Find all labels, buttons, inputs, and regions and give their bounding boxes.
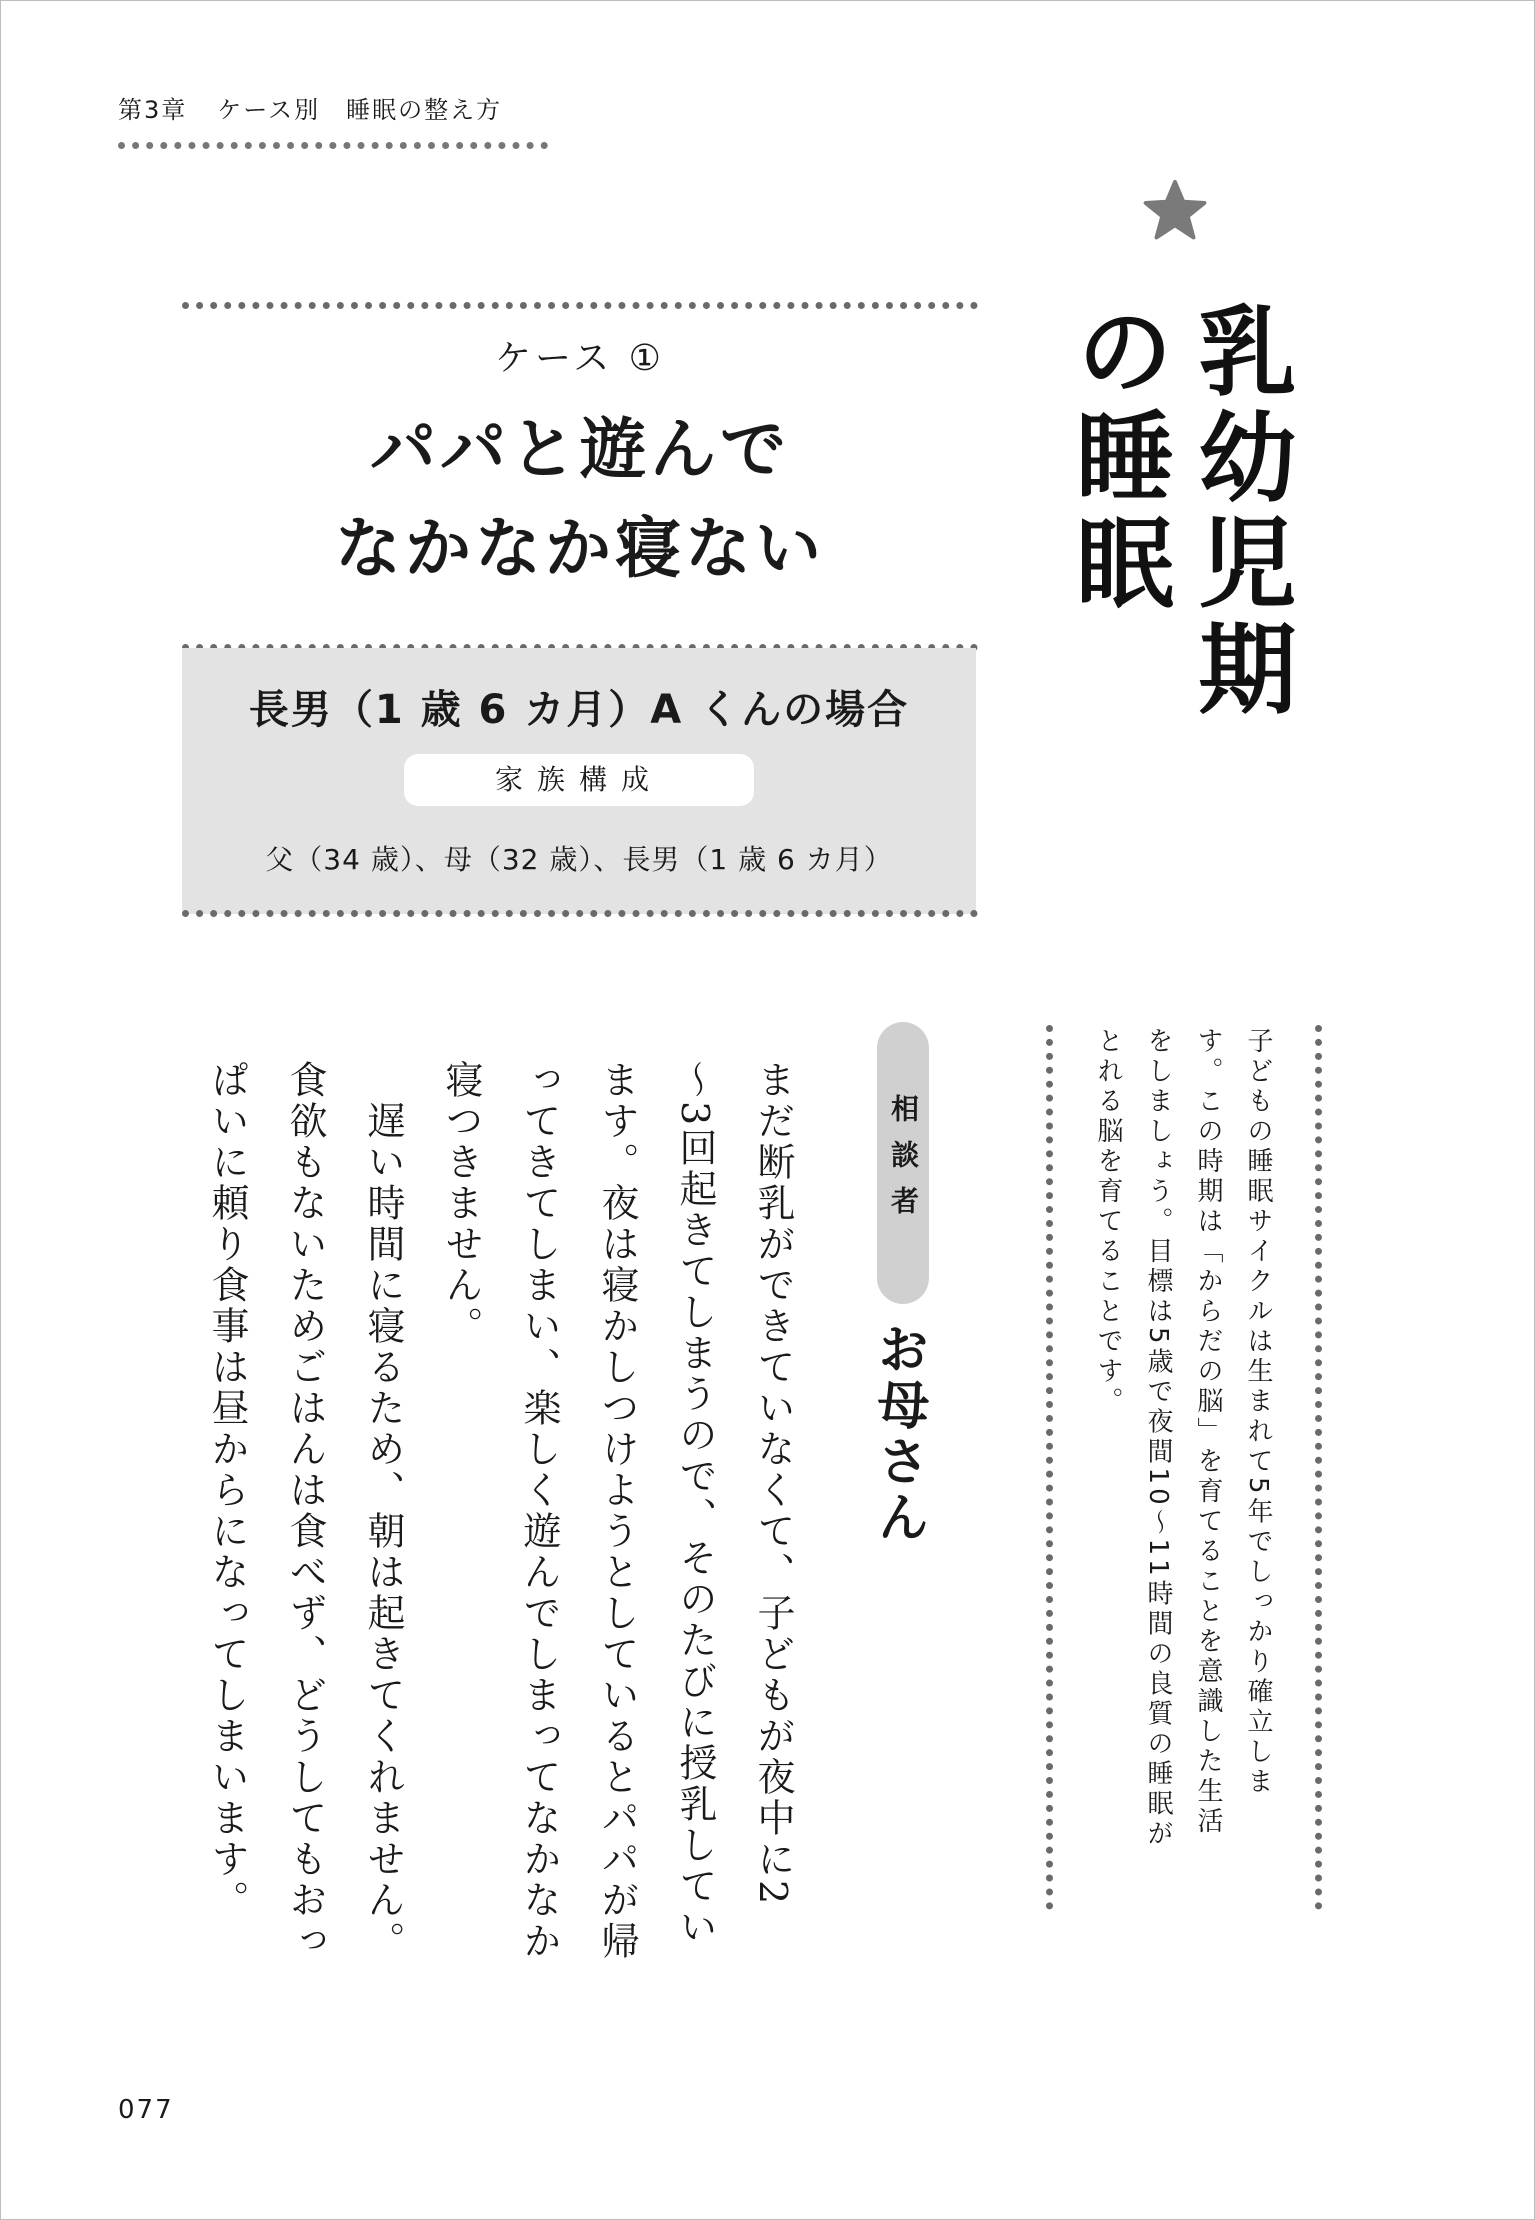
chapter-number: 第3章 <box>118 96 188 124</box>
case-title-line: なかなか寝ない <box>335 510 825 587</box>
family-composition-badge: 家族構成 <box>404 754 754 806</box>
page-number: 077 <box>118 2095 174 2125</box>
consultant-name: お母さん <box>868 1322 928 1546</box>
case-label: ケース ① <box>495 338 665 379</box>
case-title-line: パパと遊んで <box>370 411 790 488</box>
consultation-body: まだ断乳ができていなくて、子どもが夜中に2 〜3回起きてしまうので、そのたびに授乳してい ます。夜は寝かしつけようとしているとパパが帰 ってきてしまい、楽しく遊んでしまってなかなか 寝つきません。 遅い時間に寝るため、朝は起きてくれません。 食欲もないためごはんは食べず、どうしてもおっ ぱいに頼り食事は昼からになってしまいます。 <box>205 1060 795 1962</box>
intro-box <box>1046 1025 1322 1910</box>
consultant-badge: 相談者 <box>877 1022 929 1304</box>
case-top-divider <box>182 302 978 309</box>
section-title: 乳幼児期の睡眠 <box>1059 300 1296 724</box>
intro-text: 子どもの睡眠サイクルは生まれて5年でしっかり確立しま す。この時期は「からだの脳」を育てることを意識した生活 をしましょう。目標は5歳で夜間10〜11時間の良質の睡眠が とれる脳を育てることです。 <box>1093 1027 1273 1850</box>
family-profile-box <box>182 648 976 914</box>
profile-bottom-divider <box>182 910 978 917</box>
family-members: 父（34 歳）、母（32 歳）、長男（1 歳 6 カ月） <box>265 843 893 876</box>
running-head <box>118 90 502 125</box>
running-head-divider <box>118 142 548 149</box>
star-icon <box>1143 178 1207 242</box>
chapter-title: ケース別 睡眠の整え方 <box>217 96 503 124</box>
case-title <box>180 400 980 598</box>
profile-heading: 長男（1 歳 6 カ月）A くんの場合 <box>248 687 910 733</box>
